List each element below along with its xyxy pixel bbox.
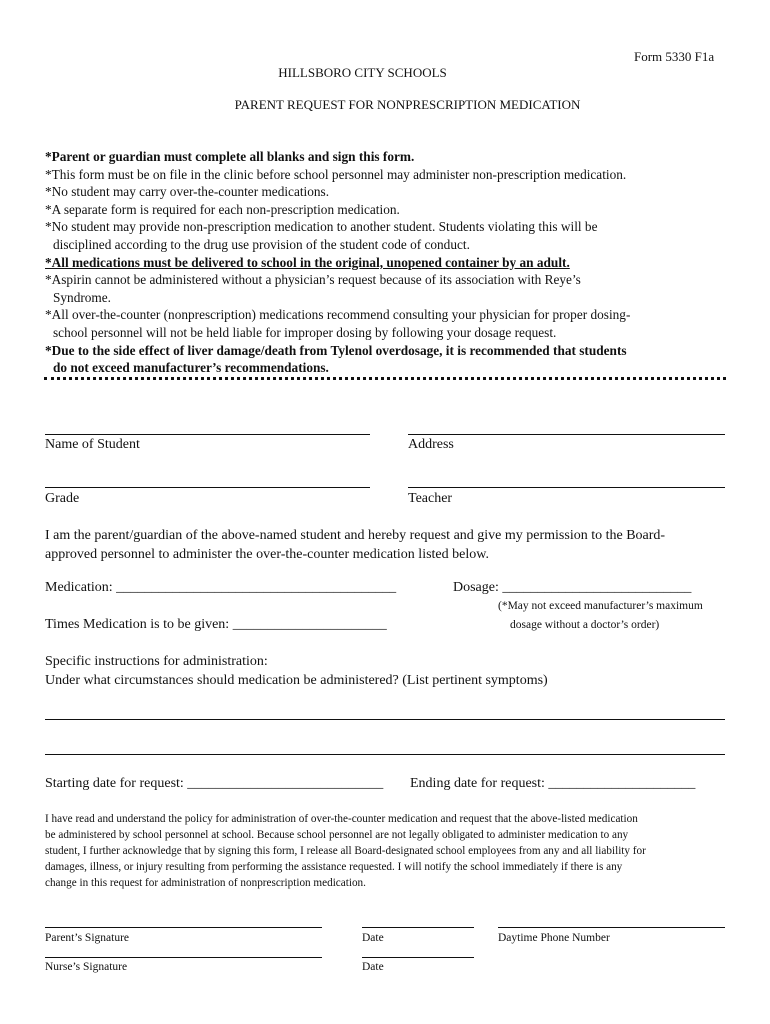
rule-item: *Aspirin cannot be administered without a physician’s request because of its association with Reye’s (45, 272, 581, 288)
instructions-section (45, 652, 735, 690)
agreement-paragraph (45, 811, 735, 891)
instructions-line[interactable] (45, 719, 725, 720)
agreement-line: I have read and understand the policy for administration of over-the-counter medication and request that the above-listed medication (45, 813, 638, 825)
instructions-label: Specific instructions for administration: (45, 654, 268, 669)
dosage-note: dosage without a doctor’s order) (510, 619, 660, 631)
date-label: Date (362, 932, 384, 944)
instructions-question: Under what circumstances should medication be administered? (List pertinent symptoms) (45, 673, 548, 688)
student-name-label: Name of Student (45, 437, 140, 452)
form-number: Form 5330 F1a (634, 49, 715, 64)
date-label: Date (362, 961, 384, 973)
student-name-line[interactable] (45, 434, 370, 435)
parent-date-line[interactable] (362, 927, 474, 928)
rule-item: disciplined according to the drug use provision of the student code of conduct. (53, 236, 470, 252)
grade-label: Grade (45, 491, 80, 506)
rule-item: *This form must be on file in the clinic before school personnel may administer non-prescription medication. (45, 166, 627, 182)
rule-item: school personnel will not be held liable for improper dosing by following your dosage request. (53, 324, 557, 340)
teacher-label: Teacher (408, 491, 453, 506)
start-date-field[interactable]: Starting date for request: ____________________________ (45, 776, 384, 791)
rule-item: *No student may provide non-prescription medication to another student. Students violating this will be (45, 219, 598, 235)
rule-item: *Parent or guardian must complete all blanks and sign this form. (45, 149, 415, 164)
medication-field[interactable]: Medication: ________________________________________ (45, 580, 397, 595)
teacher-line[interactable] (408, 487, 725, 488)
phone-label: Daytime Phone Number (498, 932, 610, 944)
dotted-divider (44, 377, 726, 380)
rules-section (45, 148, 735, 377)
rule-item: *No student may carry over-the-counter medications. (45, 184, 330, 200)
parent-signature-line[interactable] (45, 927, 322, 928)
address-label: Address (408, 437, 454, 452)
permission-line: I am the parent/guardian of the above-named student and hereby request and give my permission to the Board- (45, 528, 666, 543)
permission-line: approved personnel to administer the over-the-counter medication listed below. (45, 547, 489, 562)
rule-item: *Due to the side effect of liver damage/death from Tylenol overdosage, it is recommended that students (45, 342, 627, 358)
rule-item: do not exceed manufacturer’s recommendations. (53, 360, 329, 376)
form-title: PARENT REQUEST FOR NONPRESCRIPTION MEDICATION (234, 97, 581, 112)
agreement-line: damages, illness, or injury resulting from performing the assistance requested. I will notify the school immediately if there is any (45, 861, 623, 873)
rule-item: *A separate form is required for each non-prescription medication. (45, 201, 400, 217)
instructions-line[interactable] (45, 754, 725, 755)
rule-item: *All medications must be delivered to school in the original, unopened container by an adult. (45, 254, 570, 270)
nurse-signature-line[interactable] (45, 957, 322, 958)
rule-item: Syndrome. (53, 289, 111, 305)
grade-line[interactable] (45, 487, 370, 488)
address-line[interactable] (408, 434, 725, 435)
phone-line[interactable] (498, 927, 725, 928)
nurse-date-line[interactable] (362, 957, 474, 958)
dosage-field[interactable]: Dosage: ___________________________ (453, 580, 692, 595)
end-date-field[interactable]: Ending date for request: _____________________ (410, 776, 696, 791)
nurse-signature-label: Nurse’s Signature (45, 961, 128, 973)
agreement-line: be administered by school personnel at school. Because school personnel are not legally obligated to administer medication to any (45, 829, 629, 841)
rule-item: *All over-the-counter (nonprescription) medications recommend consulting your physician for proper dosing- (45, 307, 631, 323)
times-field[interactable]: Times Medication is to be given: ______________________ (45, 617, 387, 632)
agreement-line: student, I further acknowledge that by signing this form, I release all Board-designated school employees from any and all liability for (45, 845, 646, 857)
agreement-line: change in this request for administration of nonprescription medication. (45, 877, 366, 889)
parent-signature-label: Parent’s Signature (45, 932, 129, 944)
district-name: HILLSBORO CITY SCHOOLS (278, 65, 447, 80)
dosage-note: (*May not exceed manufacturer’s maximum (498, 600, 703, 612)
permission-paragraph (45, 526, 735, 564)
